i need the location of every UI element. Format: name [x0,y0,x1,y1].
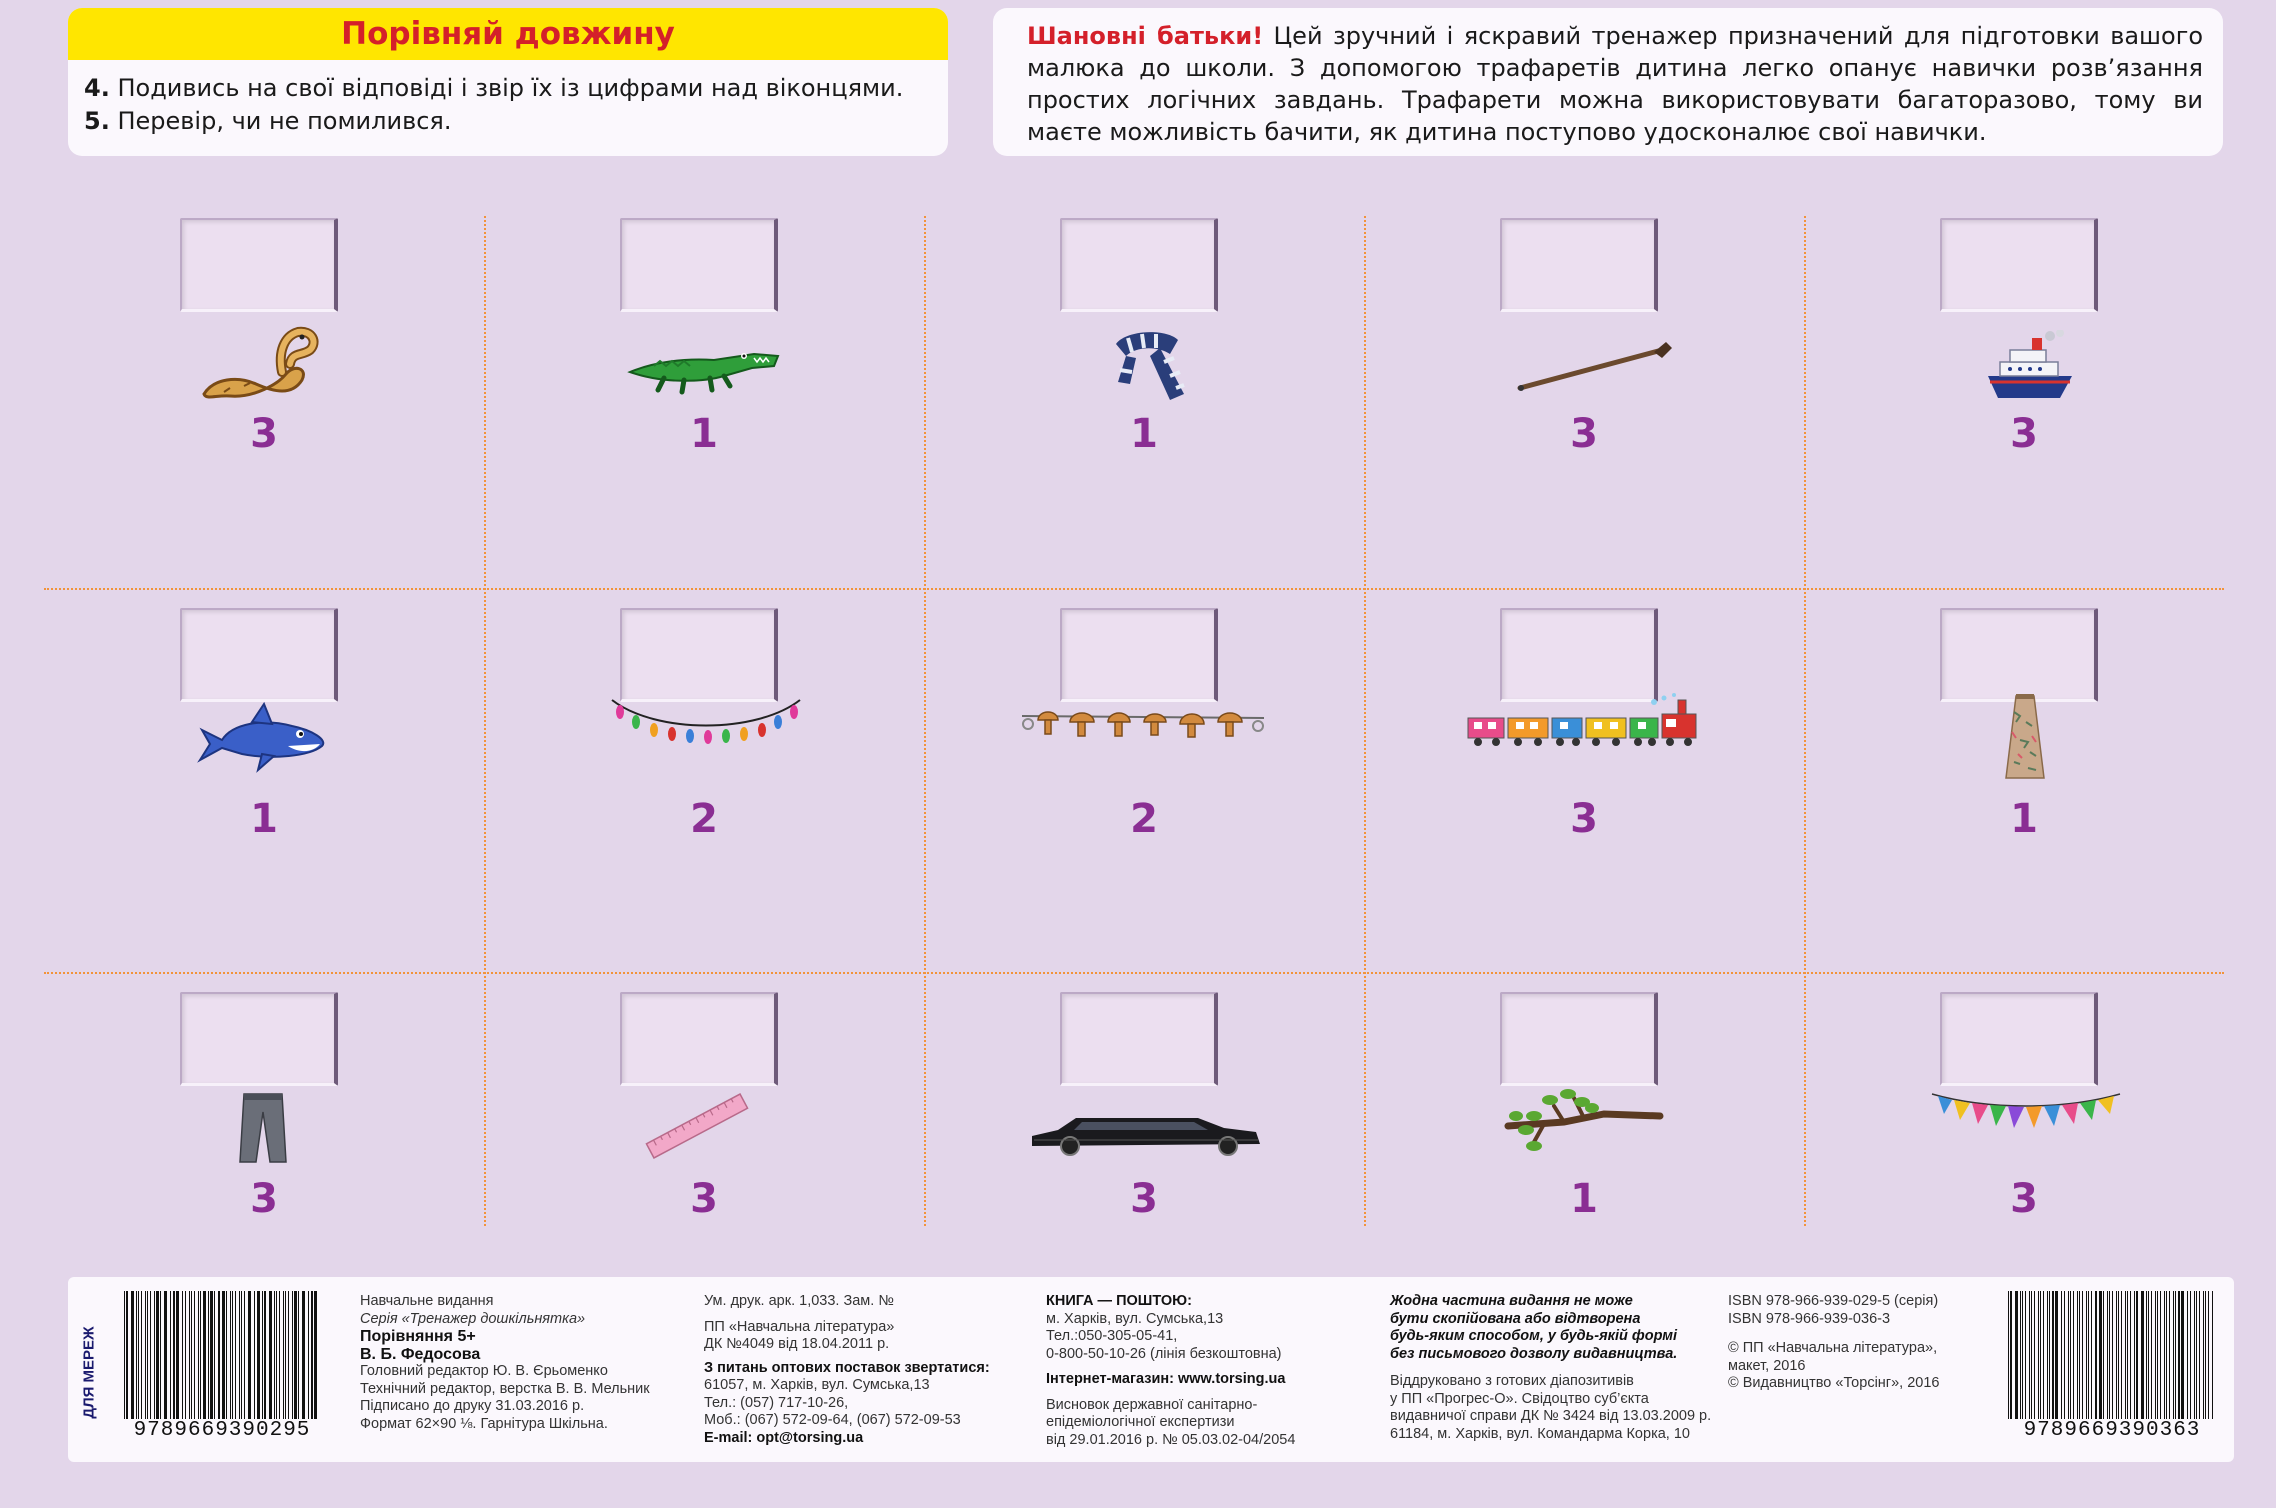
answer-window[interactable] [620,218,778,312]
barcode-bar [208,1291,209,1419]
answer-number: 2 [690,796,718,842]
barcode-bar [314,1291,317,1419]
barcode-bar [214,1291,215,1419]
barcode-bar [2164,1291,2165,1419]
barcode-bar [126,1291,128,1419]
barcode-bar [147,1291,148,1419]
barcode-bar [288,1291,289,1419]
vertical-label-text: ДЛЯ МЕРЕЖ [80,1325,98,1419]
barcode-bar [2040,1291,2041,1419]
barcode-bar [2052,1291,2054,1419]
barcode-bar [2055,1291,2058,1419]
imprint-col-4 [1390,1293,1730,1443]
barcode-bar [2169,1291,2170,1419]
barcode-bar [2141,1291,2144,1419]
barcode-bar [241,1291,242,1419]
barcode-bar [269,1291,272,1419]
shark-icon [192,700,332,776]
answer-window[interactable] [1940,608,2098,702]
barcode-bar [276,1291,277,1419]
barcode-bar [308,1291,309,1419]
answer-number: 2 [1130,796,1158,842]
answer-window[interactable] [180,218,338,312]
imprint-line: будь-яким способом, у будь-якій формі [1390,1328,1677,1344]
barcode-bar [2029,1291,2030,1419]
card-ship [1804,206,2244,596]
barcode-bar [2148,1291,2149,1419]
barcode-bar [244,1291,245,1419]
barcode-bar [189,1291,190,1419]
isbn-series: ISBN 978-966-939-029-5 (серія) [1728,1293,1939,1309]
page-title: Порівняй довжину [341,16,675,52]
barcode-bar [2118,1291,2119,1419]
copyright-line: © Видавництво «Торсінг», 2016 [1728,1375,1940,1391]
imprint-line: ДК №4049 від 18.04.2011 р. [704,1336,890,1352]
answer-number: 3 [1570,796,1598,842]
barcode-bar [2103,1291,2104,1419]
barcode-bar [2196,1291,2197,1419]
isbn: ISBN 978-966-939-036-3 [1728,1310,1891,1327]
imprint-footer [68,1277,2234,1462]
imprint-line: В. Б. Федосова [360,1345,481,1363]
answer-window[interactable] [1500,218,1658,312]
answer-window[interactable] [620,608,778,702]
barcode-bar [2146,1291,2147,1419]
barcode-bar [2127,1291,2128,1419]
imprint-line: Підписано до друку 31.03.2016 р. [360,1398,585,1414]
imprint-line: Моб.: (067) 572-09-64, (067) 572-09-53 [704,1412,961,1428]
answer-number: 3 [1130,1176,1158,1222]
skirt-icon [2000,692,2050,782]
barcode-bar [292,1291,293,1419]
barcode-bar [136,1291,137,1419]
card-scarf [924,206,1364,596]
imprint-line: Інтернет-магазин: www.torsing.ua [1046,1371,1286,1387]
barcode-bar [164,1291,167,1419]
barcode-bar [235,1291,236,1419]
imprint-line: ПП «Навчальна література» [704,1318,895,1335]
ruler-icon [642,1086,752,1166]
barcode-bar [226,1291,227,1419]
title-bar [68,8,948,60]
imprint-col-3 [1046,1293,1386,1449]
barcode-bar [2187,1291,2188,1419]
barcode-bar [264,1291,266,1419]
barcode-bar [2049,1291,2050,1419]
barcode-bar [2194,1291,2195,1419]
barcode-bar [279,1291,280,1419]
barcode-bar [198,1291,199,1419]
answer-window[interactable] [1500,608,1658,702]
answer-number: 1 [1130,411,1158,457]
card-cane [1364,206,1804,596]
barcode-bars [2006,1291,2218,1419]
card-train [1364,596,1804,986]
barcode-bar [150,1291,151,1419]
imprint-col-1 [360,1293,690,1433]
answer-window[interactable] [1060,992,1218,1086]
imprint-line: Порівняння 5+ [360,1328,476,1345]
barcode-bar [2068,1291,2069,1419]
barcode-bar [2205,1291,2206,1419]
barcode-bars [122,1291,322,1419]
step-4 [84,72,932,105]
barcode-bar [2136,1291,2138,1419]
imprint-line: Тел.:050-305-05-41, [1046,1328,1178,1344]
answer-number: 1 [690,411,718,457]
barcode-bar [138,1291,139,1419]
step-number: 4. [84,74,110,102]
barcode-bar [156,1291,159,1419]
barcode-bar [230,1291,231,1419]
barcode-bar [239,1291,240,1419]
barcode-bar [160,1291,161,1419]
barcode-bar [248,1291,251,1419]
barcode-bar [124,1291,125,1419]
barcode-bar [2031,1291,2032,1419]
imprint-line: Тел.: (057) 717-10-26, [704,1394,849,1411]
barcode-bar [285,1291,286,1419]
ship-icon [1980,330,2080,406]
barcode-bar [222,1291,225,1419]
barcode-bar [2086,1291,2087,1419]
copyright-line: © ПП «Навчальна література», [1728,1340,1938,1356]
imprint-col-5 [1728,1293,1978,1393]
card-snake [44,206,484,596]
scarf-icon [1106,324,1196,404]
answer-number: 1 [2010,796,2038,842]
barcode-bar [294,1291,297,1419]
barcode-bar [2121,1291,2122,1419]
imprint-line: епідеміологічної експертизи [1046,1414,1235,1430]
answer-window[interactable] [1060,608,1218,702]
barcode-digits: 9789669390363 [2023,1419,2201,1442]
barcode-bar [2181,1291,2184,1419]
barcode-bar [141,1291,142,1419]
barcode-bar [2166,1291,2167,1419]
imprint-line: З питань оптових поставок звертатися: [704,1359,990,1376]
limousine-icon [1028,1108,1264,1158]
imprint-line: 61057, м. Харків, вул. Сумська,13 [704,1377,930,1393]
barcode-bar [2088,1291,2089,1419]
barcode-bar [2134,1291,2135,1419]
barcode-bar [302,1291,305,1419]
instructions [68,60,948,138]
barcode-bar [191,1291,192,1419]
imprint-line: у ПП «Прогрес-О». Свідоцтво суб’єкта [1390,1390,1649,1407]
imprint-line: видавничої справи ДК № 3424 від 13.03.2009 р. [1390,1408,1712,1424]
light-garland-icon [606,694,806,754]
barcode-bar [311,1291,313,1419]
barcode-bar [2095,1291,2097,1419]
answer-window[interactable] [1060,218,1218,312]
barcode-bar [254,1291,255,1419]
barcode-bar [176,1291,179,1419]
barcode-bar [2208,1291,2209,1419]
barcode-bar [2034,1291,2035,1419]
cards-grid [44,206,2224,1230]
barcode-bar [2109,1291,2110,1419]
barcode-bar [2073,1291,2074,1419]
parents-note [993,8,2223,156]
trousers-icon [236,1090,290,1166]
step-text: Подивись на свої відповіді і звір їх із цифрами над віконцями. [109,74,904,102]
barcode-bar [2038,1291,2039,1419]
barcode-bar [2064,1291,2065,1419]
answer-number: 3 [250,411,278,457]
mushroom-string-icon [1018,702,1268,752]
answer-window[interactable] [180,992,338,1086]
barcode-bar [2125,1291,2126,1419]
answer-number: 3 [250,1176,278,1222]
answer-window[interactable] [1940,992,2098,1086]
card-light-garland [484,596,924,986]
imprint-line: Жодна частина видання не може [1390,1293,1633,1309]
parents-text: Цей зручний і яскравий тренажер призначений для підготовки вашого малюка до школи. З допомогою трафаретів дитина легко опанує навички розв’язання простих логічних завдань. Трафарети можна використовувати багаторазово, тому ви маєте можливість бачити, як дитина поступово удосконалює свої навички. [1027,22,2203,146]
barcode-bar [232,1291,233,1419]
barcode-bar [200,1291,201,1419]
title-panel [68,8,948,156]
barcode-bar [2010,1291,2012,1419]
answer-number: 3 [690,1176,718,1222]
barcode-bar [2190,1291,2191,1419]
barcode-bar [2157,1291,2158,1419]
barcode-bar [2025,1291,2026,1419]
barcode-bar [203,1291,206,1419]
imprint-col-2 [704,1293,1034,1447]
step-text: Перевір, чи не помилився. [109,107,452,135]
imprint-line: бути скопійована або відтворена [1390,1310,1641,1327]
barcode-bar [2178,1291,2180,1419]
answer-window[interactable] [1500,992,1658,1086]
barcode-bar [257,1291,260,1419]
barcode-bar [2151,1291,2152,1419]
parents-lead: Шановні батьки! [1027,22,1264,50]
barcode-digits: 9789669390295 [133,1419,311,1442]
barcode-bar [2199,1291,2200,1419]
imprint-line: E-mail: opt@torsing.ua [704,1429,864,1446]
imprint-line: без письмового дозволу видавництва. [1390,1345,1678,1362]
tree-branch-icon [1504,1086,1664,1156]
imprint-line: Серія «Тренажер дошкільнятка» [360,1310,586,1327]
cane-icon [1514,336,1674,396]
answer-number: 1 [1570,1176,1598,1222]
barcode-bar [173,1291,175,1419]
card-shark [44,596,484,986]
imprint-line: Формат 62×90 ⅛. Гарнітура Шкільна. [360,1415,608,1432]
train-icon [1464,692,1704,756]
imprint-line: 0-800-50-10-26 (лінія безкоштовна) [1046,1345,1282,1362]
crocodile-icon [624,336,784,396]
answer-window[interactable] [180,608,338,702]
answer-window[interactable] [1940,218,2098,312]
barcode-bar [2099,1291,2102,1419]
barcode-bar [131,1291,134,1419]
imprint-line: Технічний редактор, верстка В. В. Мельник [360,1380,650,1397]
barcode-bar [2047,1291,2048,1419]
barcode-bar [2061,1291,2062,1419]
barcode-bar [2015,1291,2018,1419]
imprint-line: Ум. друк. арк. 1,033. Зам. № [704,1293,894,1309]
step-5 [84,105,932,138]
barcode-bar [154,1291,155,1419]
barcode-bar [185,1291,186,1419]
step-number: 5. [84,107,110,135]
answer-number: 3 [1570,411,1598,457]
barcode-bar [298,1291,299,1419]
imprint-line: від 29.01.2016 р. № 05.03.02-04/2054 [1046,1431,1296,1448]
barcode-bar [2082,1291,2083,1419]
barcode-bar [2173,1291,2174,1419]
card-skirt [1804,596,2244,986]
barcode-left [122,1291,322,1442]
barcode-bar [2107,1291,2108,1419]
card-mushroom-string [924,596,1364,986]
imprint-line: 61184, м. Харків, вул. Командарма Корка, 10 [1390,1425,1690,1442]
barcode-bar [2008,1291,2009,1419]
barcode-bar [2112,1291,2113,1419]
barcode-bar [2043,1291,2044,1419]
answer-number: 3 [2010,1176,2038,1222]
barcode-bar [2155,1291,2156,1419]
barcode-bar [283,1291,284,1419]
barcode-bar [2116,1291,2117,1419]
barcode-bar [262,1291,263,1419]
imprint-line: м. Харків, вул. Сумська,13 [1046,1310,1224,1327]
barcode-bar [194,1291,195,1419]
barcode-bar [182,1291,183,1419]
answer-number: 1 [250,796,278,842]
barcode-bar [2079,1291,2080,1419]
barcode-bar [2130,1291,2131,1419]
barcode-bar [2091,1291,2092,1419]
imprint-line: Навчальне видання [360,1293,494,1309]
barcode-bar [2175,1291,2176,1419]
card-crocodile [484,206,924,596]
barcode-bar [2070,1291,2071,1419]
barcode-right [2006,1291,2218,1442]
barcode-bar [2203,1291,2204,1419]
barcode-bar [145,1291,146,1419]
barcode-bar [2022,1291,2023,1419]
barcode-bar [2077,1291,2078,1419]
answer-number: 3 [2010,411,2038,457]
barcode-bar [210,1291,213,1419]
barcode-bar [2160,1291,2161,1419]
barcode-bar [274,1291,275,1419]
imprint-line: Висновок державної санітарно- [1046,1396,1258,1413]
snake-icon [194,322,324,410]
imprint-line: Віддруковано з готових діапозитивів [1390,1373,1634,1389]
imprint-line: КНИГА — ПОШТОЮ: [1046,1293,1192,1309]
barcode-bar [218,1291,220,1419]
vertical-label [76,1307,102,1437]
imprint-line: Головний редактор Ю. В. Єрьоменко [360,1363,608,1379]
flag-garland-icon [1928,1088,2124,1138]
barcode-bar [2020,1291,2021,1419]
barcode-bar [170,1291,171,1419]
copyright-line: макет, 2016 [1728,1357,1806,1374]
barcode-bar [2212,1291,2213,1419]
answer-window[interactable] [620,992,778,1086]
